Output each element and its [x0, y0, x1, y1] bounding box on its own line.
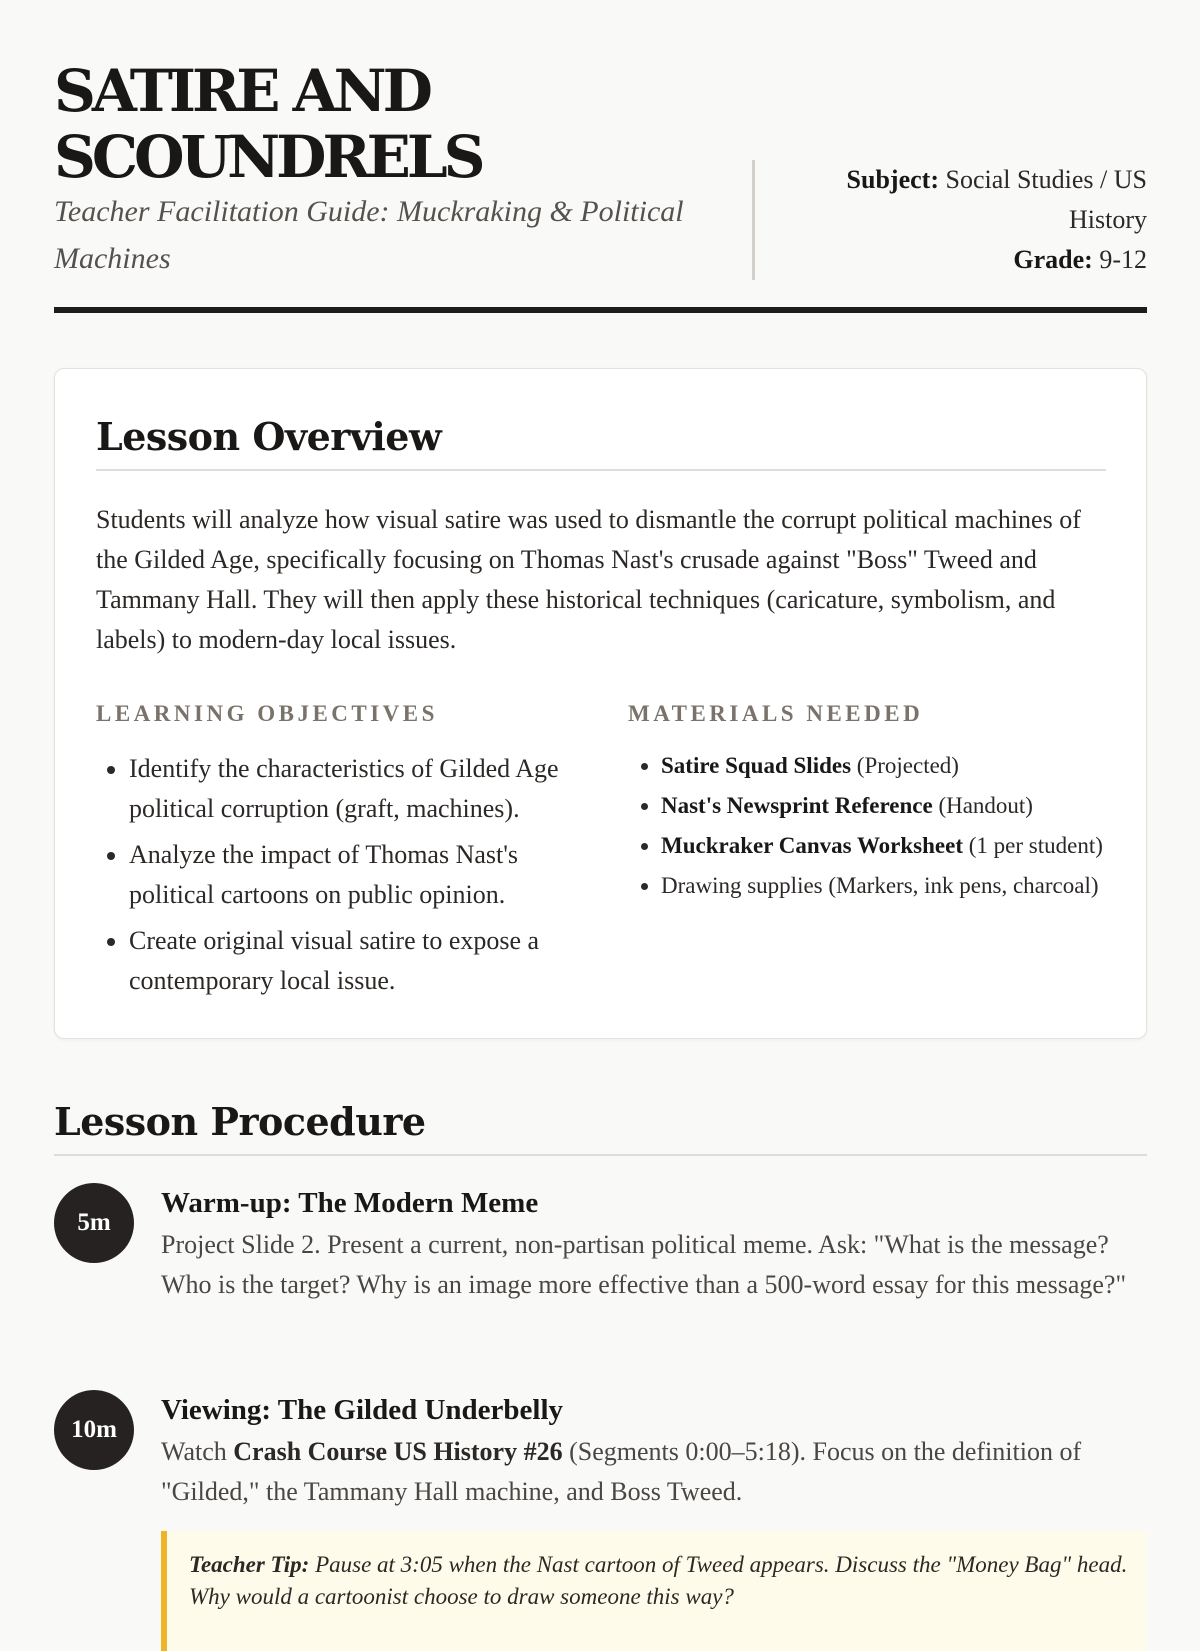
grade-line — [827, 240, 1147, 280]
material-item — [661, 749, 1108, 783]
lesson-overview-heading: Lesson Overview — [96, 414, 442, 459]
objectives-list — [96, 749, 576, 1007]
objective-item: • Analyze the impact of Thomas Nast's political cartoons on public opinion. — [129, 835, 576, 915]
material-item — [661, 869, 1108, 903]
step-title: Viewing: The Gilded Underbelly — [161, 1394, 564, 1426]
material-name: Nast's Newsprint Reference — [661, 793, 933, 818]
material-note: (Handout) — [932, 793, 1033, 818]
step-title: Warm-up: The Modern Meme — [161, 1187, 539, 1219]
grade-value: 9-12 — [1099, 245, 1147, 274]
header-divider — [752, 160, 755, 280]
video-title: Crash Course US History #26 — [233, 1437, 563, 1466]
material-note: (1 per student) — [963, 833, 1103, 858]
subject-label: Subject: — [846, 165, 939, 194]
teacher-tip-callout — [161, 1531, 1147, 1651]
material-item — [661, 829, 1108, 863]
subject-line — [827, 160, 1147, 240]
page-title — [54, 58, 714, 190]
material-item — [661, 789, 1108, 823]
objectives-heading: LEARNING OBJECTIVES — [96, 701, 438, 726]
lesson-overview-card — [54, 368, 1147, 1039]
lesson-overview-text: Students will analyze how visual satire was used to dismantle the corrupt political machines of the Gilded Age, specifically focusing on Thomas Nast's crusade against "Boss" Tweed and Tammany Hall. They will then apply these historical techniques (caricature, symbolism, and labels) to modern-day local issues. — [96, 505, 1081, 654]
material-note: (Projected) — [851, 753, 959, 778]
procedure-heading-rule — [54, 1154, 1147, 1156]
step-time-badge: 5m — [54, 1183, 134, 1263]
overview-heading-rule — [96, 469, 1106, 471]
objective-item: • Create original visual satire to expose a contemporary local issue. — [129, 921, 576, 1001]
objective-item: • Identify the characteristics of Gilded Age political corruption (graft, machines). — [129, 749, 576, 829]
subject-value: Social Studies / US History — [945, 165, 1147, 234]
step-body — [161, 1183, 1147, 1305]
guide-header — [54, 0, 1147, 313]
page-subtitle: Teacher Facilitation Guide: Muckraking & Political Machines — [54, 195, 684, 275]
step-time-badge: 10m — [54, 1390, 134, 1470]
teacher-tip-label: Teacher Tip: — [189, 1552, 310, 1577]
step-body — [161, 1390, 1147, 1512]
step-description: Project Slide 2. Present a current, non-partisan political meme. Ask: "What is the message? Who is the target? Why is an image more effective than a 500-word essay for this message?" — [161, 1230, 1127, 1299]
teacher-tip-text: Pause at 3:05 when the Nast cartoon of Tweed appears. Discuss the "Money Bag" head. Why would a cartoonist choose to draw someone this way? — [189, 1552, 1128, 1609]
materials-heading: MATERIALS NEEDED — [628, 701, 924, 726]
course-meta — [827, 160, 1147, 280]
grade-label: Grade: — [1013, 245, 1093, 274]
material-name: Satire Squad Slides — [661, 753, 852, 778]
step-text-pre: Watch — [161, 1437, 234, 1466]
lesson-procedure-heading: Lesson Procedure — [54, 1099, 426, 1144]
page-title-line-2: SCOUNDRELS — [54, 123, 482, 191]
page-title-line-1: SATIRE AND — [54, 57, 429, 125]
step-description — [161, 1432, 1147, 1512]
lesson-guide-page — [54, 0, 1147, 1609]
material-note: Drawing supplies (Markers, ink pens, charcoal) — [661, 873, 1099, 898]
materials-list — [628, 749, 1108, 909]
material-name: Muckraker Canvas Worksheet — [661, 833, 963, 858]
step-text-post: (Segments 0:00–5:18). Focus on the definition of "Gilded," the Tammany Hall machine, and Boss Tweed. — [161, 1437, 1082, 1506]
